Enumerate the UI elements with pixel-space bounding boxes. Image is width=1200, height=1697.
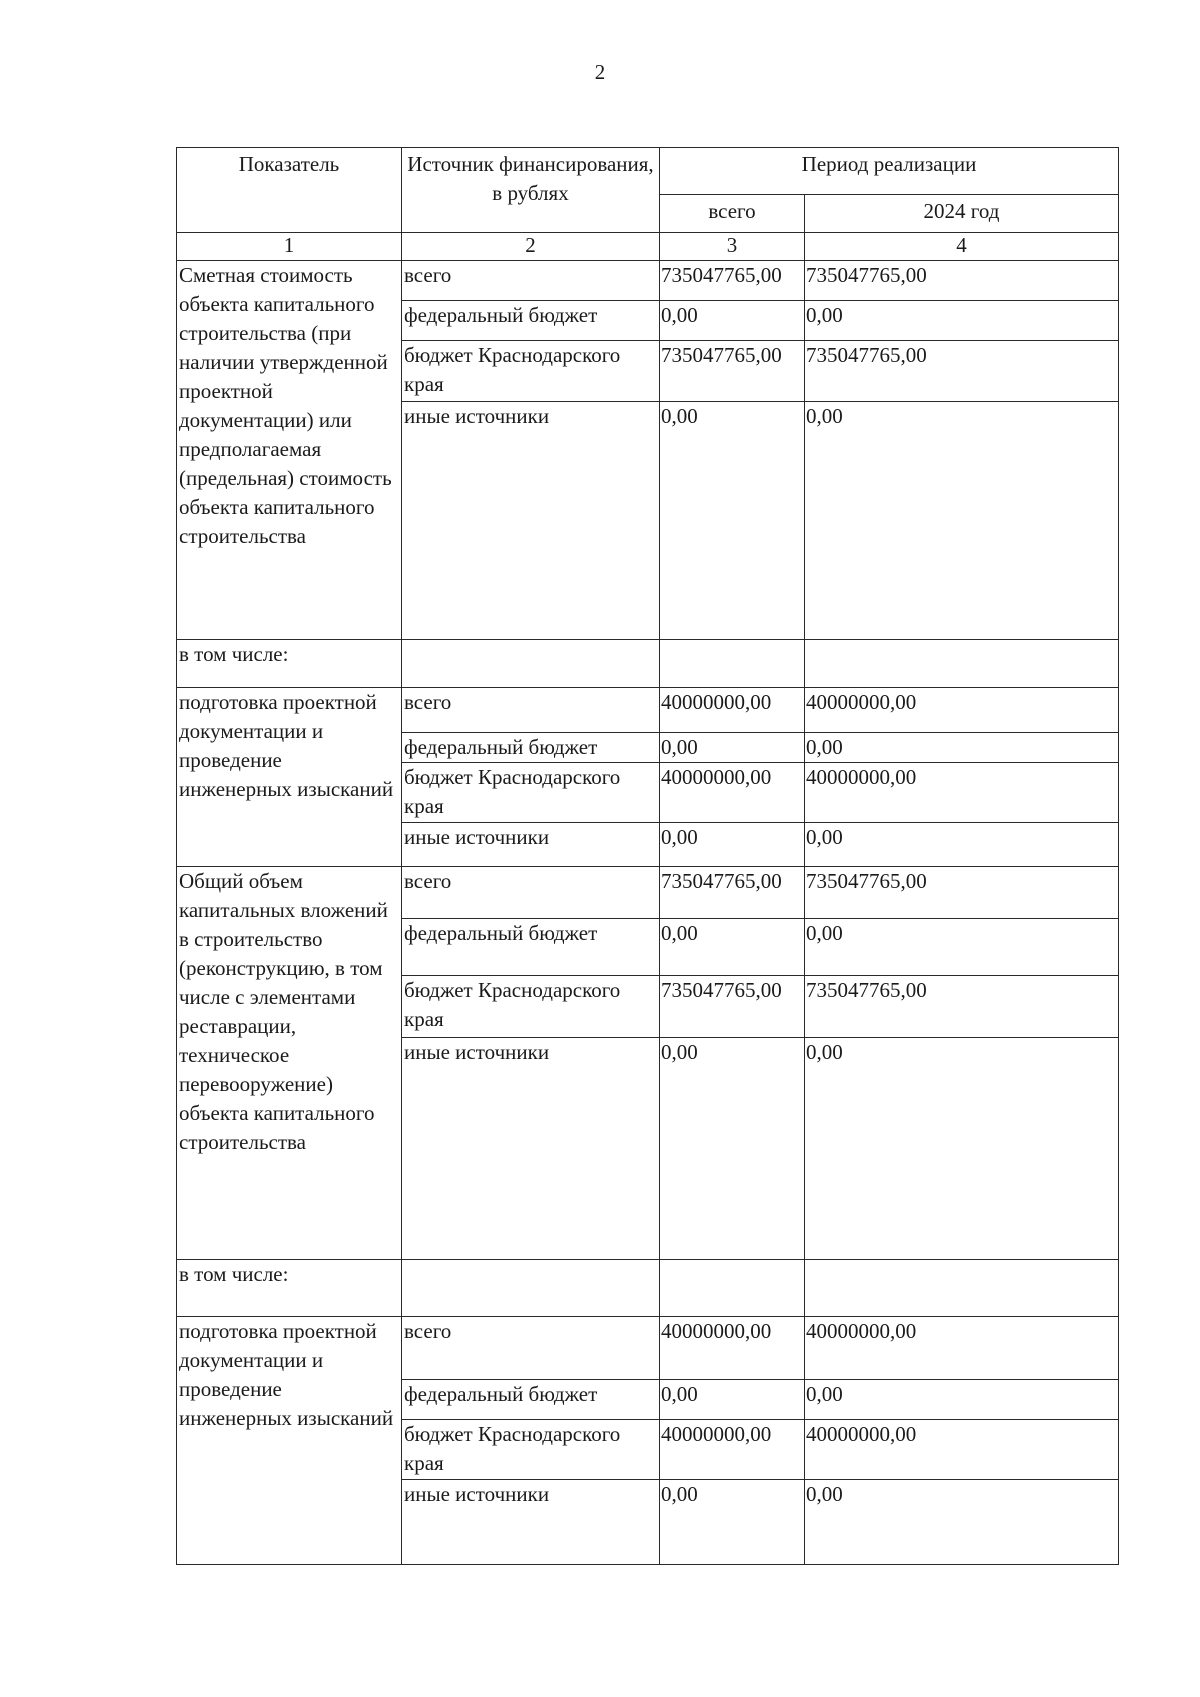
total-cell: 735047765,00 bbox=[660, 261, 805, 301]
table-row bbox=[177, 1260, 1119, 1317]
total-cell: 735047765,00 bbox=[660, 867, 805, 919]
total-cell: 735047765,00 bbox=[660, 341, 805, 402]
year-cell: 0,00 bbox=[805, 823, 1119, 867]
year-cell: 735047765,00 bbox=[805, 976, 1119, 1038]
table-row bbox=[177, 1317, 1119, 1380]
year-cell: 40000000,00 bbox=[805, 1317, 1119, 1380]
total-cell: 735047765,00 bbox=[660, 976, 805, 1038]
year-cell: 40000000,00 bbox=[805, 1420, 1119, 1480]
total-cell: 0,00 bbox=[660, 1038, 805, 1260]
empty-cell bbox=[402, 640, 660, 688]
total-cell: 0,00 bbox=[660, 823, 805, 867]
source-cell: федеральный бюджет bbox=[402, 1380, 660, 1420]
year-cell: 0,00 bbox=[805, 402, 1119, 640]
year-cell: 0,00 bbox=[805, 1480, 1119, 1565]
total-cell: 0,00 bbox=[660, 919, 805, 976]
source-cell: федеральный бюджет bbox=[402, 733, 660, 763]
indicator-cell: Сметная стоимость объекта капитального строительства (при наличии утвержденной проектной документации) или предполагаемая (предельная) стоимость объекта капитального строительства bbox=[177, 261, 402, 640]
source-cell: всего bbox=[402, 261, 660, 301]
source-cell: всего bbox=[402, 688, 660, 733]
year-cell: 735047765,00 bbox=[805, 261, 1119, 301]
header-total: всего bbox=[660, 195, 805, 233]
source-cell: бюджет Краснодарского края bbox=[402, 976, 660, 1038]
year-cell: 735047765,00 bbox=[805, 341, 1119, 402]
column-number-3: 3 bbox=[660, 233, 805, 261]
table-row bbox=[177, 261, 1119, 301]
header-source: Источник финансирования, в рублях bbox=[402, 148, 660, 233]
page-number: 2 bbox=[594, 60, 606, 84]
indicator-cell: подготовка проектной документации и проведение инженерных изысканий bbox=[177, 688, 402, 867]
empty-cell bbox=[805, 640, 1119, 688]
source-cell: иные источники bbox=[402, 402, 660, 640]
source-cell: бюджет Краснодарского края bbox=[402, 763, 660, 823]
source-cell: иные источники bbox=[402, 823, 660, 867]
table-row bbox=[177, 688, 1119, 733]
including-label: в том числе: bbox=[177, 1260, 402, 1317]
empty-cell bbox=[660, 640, 805, 688]
empty-cell bbox=[402, 1260, 660, 1317]
year-cell: 40000000,00 bbox=[805, 688, 1119, 733]
source-cell: бюджет Краснодарского края bbox=[402, 1420, 660, 1480]
header-year: 2024 год bbox=[805, 195, 1119, 233]
indicator-cell: подготовка проектной документации и проведение инженерных изысканий bbox=[177, 1317, 402, 1565]
total-cell: 0,00 bbox=[660, 733, 805, 763]
source-cell: иные источники bbox=[402, 1480, 660, 1565]
total-cell: 0,00 bbox=[660, 301, 805, 341]
column-number-1: 1 bbox=[177, 233, 402, 261]
total-cell: 0,00 bbox=[660, 1380, 805, 1420]
year-cell: 0,00 bbox=[805, 919, 1119, 976]
total-cell: 40000000,00 bbox=[660, 1317, 805, 1380]
source-cell: всего bbox=[402, 867, 660, 919]
table-row bbox=[177, 640, 1119, 688]
table-row bbox=[177, 867, 1119, 919]
source-cell: бюджет Краснодарского края bbox=[402, 341, 660, 402]
source-cell: федеральный бюджет bbox=[402, 919, 660, 976]
year-cell: 0,00 bbox=[805, 301, 1119, 341]
total-cell: 0,00 bbox=[660, 402, 805, 640]
empty-cell bbox=[660, 1260, 805, 1317]
total-cell: 40000000,00 bbox=[660, 763, 805, 823]
header-indicator: Показатель bbox=[177, 148, 402, 233]
source-cell: иные источники bbox=[402, 1038, 660, 1260]
header-period: Период реализации bbox=[660, 148, 1119, 195]
year-cell: 0,00 bbox=[805, 1380, 1119, 1420]
empty-cell bbox=[805, 1260, 1119, 1317]
total-cell: 40000000,00 bbox=[660, 688, 805, 733]
year-cell: 735047765,00 bbox=[805, 867, 1119, 919]
column-number-4: 4 bbox=[805, 233, 1119, 261]
total-cell: 40000000,00 bbox=[660, 1420, 805, 1480]
source-cell: всего bbox=[402, 1317, 660, 1380]
year-cell: 40000000,00 bbox=[805, 763, 1119, 823]
including-label: в том числе: bbox=[177, 640, 402, 688]
column-number-2: 2 bbox=[402, 233, 660, 261]
year-cell: 0,00 bbox=[805, 1038, 1119, 1260]
financing-table bbox=[176, 147, 1119, 1565]
total-cell: 0,00 bbox=[660, 1480, 805, 1565]
indicator-cell: Общий объем капитальных вложений в строительство (реконструкцию, в том числе с элементами реставрации, техническое перевооружение) объекта капитального строительства bbox=[177, 867, 402, 1260]
year-cell: 0,00 bbox=[805, 733, 1119, 763]
source-cell: федеральный бюджет bbox=[402, 301, 660, 341]
